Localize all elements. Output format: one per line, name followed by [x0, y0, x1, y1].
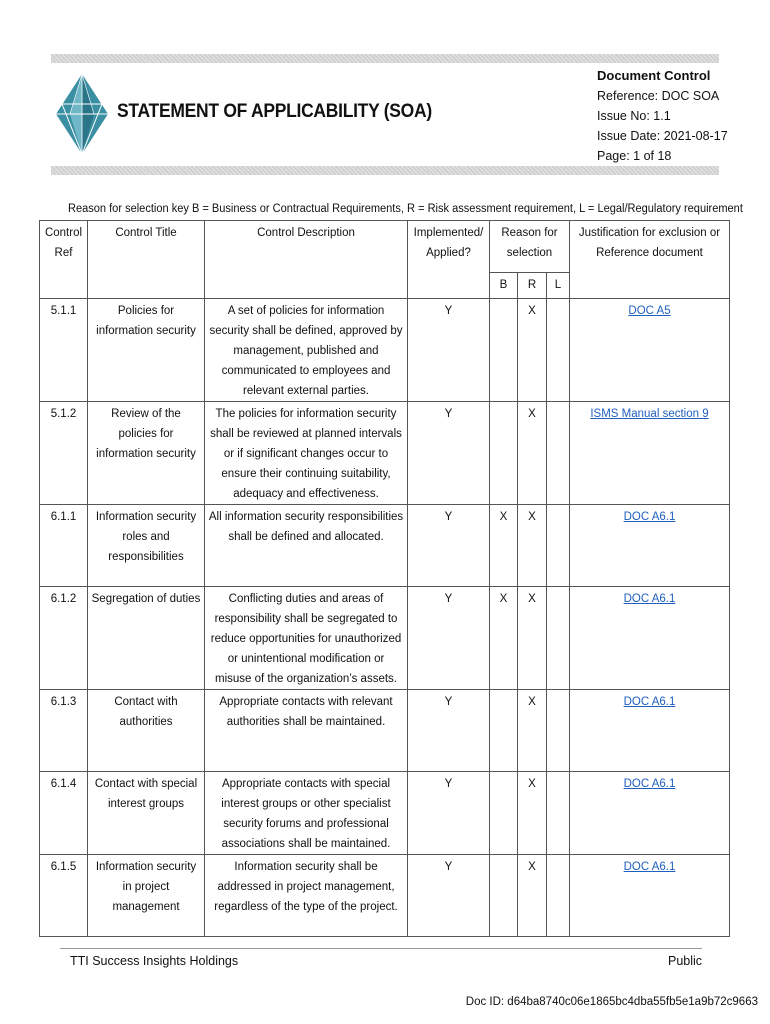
control-description-cell: Appropriate contacts with special interest groups or other specialist security forums and professional associations shall be maintained.: [205, 772, 408, 855]
justification-cell: [570, 505, 730, 587]
header-implemented: Implemented/ Applied?: [408, 221, 490, 299]
control-description-cell: Information security shall be addressed in project management, regardless of the type of the project.: [205, 855, 408, 937]
implemented-cell: Y: [408, 690, 490, 772]
control-title-cell: Contact with authorities: [88, 690, 205, 772]
reason-l-cell: [547, 690, 570, 772]
table-row: [40, 505, 730, 587]
control-description-cell: Appropriate contacts with relevant authorities shall be maintained.: [205, 690, 408, 772]
reference-document-link[interactable]: DOC A6.1: [623, 593, 676, 605]
diamond-logo-icon: [56, 74, 108, 154]
reference-document-link[interactable]: ISMS Manual section 9: [590, 408, 709, 420]
control-title-cell: Information security roles and responsibilities: [88, 505, 205, 587]
implemented-cell: Y: [408, 855, 490, 937]
page-number: Page: 1 of 18: [597, 149, 672, 163]
footer-divider: [60, 948, 702, 949]
footer-classification: Public: [668, 954, 703, 968]
header-reason: Reason for selection: [490, 221, 570, 273]
control-description-cell: A set of policies for information security shall be defined, approved by management, published and communicated to employees and relevant external parties.: [205, 299, 408, 402]
document-control-heading: Document Control: [597, 68, 711, 83]
control-ref-cell: 5.1.1: [40, 299, 88, 402]
control-title-cell: Information security in project management: [88, 855, 205, 937]
control-ref-cell: 6.1.3: [40, 690, 88, 772]
reference-document-link[interactable]: DOC A6.1: [623, 511, 676, 523]
reason-l-cell: [547, 587, 570, 690]
reference-document-link[interactable]: DOC A6.1: [623, 778, 676, 790]
reason-r-cell: X: [518, 587, 547, 690]
implemented-cell: Y: [408, 402, 490, 505]
soa-table: [39, 220, 730, 937]
header-b: B: [490, 273, 518, 299]
justification-cell: [570, 587, 730, 690]
implemented-cell: Y: [408, 505, 490, 587]
reason-b-cell: X: [490, 587, 518, 690]
doc-id: Doc ID: d64ba8740c06e1865bc4dba55fb5e1a9b72c9663: [465, 996, 758, 1008]
header-control-description: Control Description: [205, 221, 408, 299]
control-description-cell: The policies for information security shall be reviewed at planned intervals or if significant changes occur to ensure their continuing suitability, adequacy and effectiveness.: [205, 402, 408, 505]
control-title-cell: Review of the policies for information security: [88, 402, 205, 505]
reference-document-link[interactable]: DOC A6.1: [623, 696, 676, 708]
control-ref-cell: 6.1.4: [40, 772, 88, 855]
header-l: L: [547, 273, 570, 299]
reason-r-cell: X: [518, 772, 547, 855]
control-title-cell: Contact with special interest groups: [88, 772, 205, 855]
reason-r-cell: X: [518, 402, 547, 505]
table-row: [40, 772, 730, 855]
issue-number: Issue No: 1.1: [597, 109, 671, 123]
header-r: R: [518, 273, 547, 299]
justification-cell: [570, 855, 730, 937]
header-top-band: [51, 54, 719, 63]
reference-document-link[interactable]: DOC A6.1: [623, 861, 676, 873]
header-control-title: Control Title: [88, 221, 205, 299]
reason-l-cell: [547, 772, 570, 855]
table-row: [40, 402, 730, 505]
justification-cell: [570, 402, 730, 505]
reference: Reference: DOC SOA: [597, 89, 720, 103]
control-title-cell: Segregation of duties: [88, 587, 205, 690]
reason-b-cell: [490, 402, 518, 505]
table-row: [40, 690, 730, 772]
control-description-cell: All information security responsibilities shall be defined and allocated.: [205, 505, 408, 587]
table-row: [40, 587, 730, 690]
issue-date: Issue Date: 2021-08-17: [597, 129, 728, 143]
page-title: STATEMENT OF APPLICABILITY (SOA): [117, 101, 432, 122]
reason-l-cell: [547, 505, 570, 587]
reason-r-cell: X: [518, 855, 547, 937]
reason-r-cell: X: [518, 299, 547, 402]
reason-b-cell: [490, 299, 518, 402]
control-ref-cell: 6.1.5: [40, 855, 88, 937]
control-ref-cell: 6.1.1: [40, 505, 88, 587]
reason-r-cell: X: [518, 690, 547, 772]
reason-l-cell: [547, 299, 570, 402]
reason-b-cell: X: [490, 505, 518, 587]
reason-l-cell: [547, 855, 570, 937]
table-row: [40, 855, 730, 937]
reason-b-cell: [490, 772, 518, 855]
justification-cell: [570, 690, 730, 772]
implemented-cell: Y: [408, 772, 490, 855]
implemented-cell: Y: [408, 587, 490, 690]
table-row: [40, 299, 730, 402]
reason-b-cell: [490, 855, 518, 937]
justification-cell: [570, 772, 730, 855]
header-justification: Justification for exclusion or Reference document: [570, 221, 730, 299]
control-ref-cell: 6.1.2: [40, 587, 88, 690]
reason-b-cell: [490, 690, 518, 772]
document-control-block: [597, 66, 728, 166]
header-control-ref: Control Ref: [40, 221, 88, 299]
footer-company: TTI Success Insights Holdings: [70, 954, 239, 968]
reason-l-cell: [547, 402, 570, 505]
reason-r-cell: X: [518, 505, 547, 587]
control-title-cell: Policies for information security: [88, 299, 205, 402]
control-description-cell: Conflicting duties and areas of responsibility shall be segregated to reduce opportunities for unauthorized or unintentional modification or misuse of the organization’s assets.: [205, 587, 408, 690]
implemented-cell: Y: [408, 299, 490, 402]
header-bottom-band: [51, 166, 719, 175]
selection-key: Reason for selection key B = Business or Contractual Requirements, R = Risk assessment requirement, L = Legal/Regulatory requirement: [68, 203, 743, 215]
justification-cell: [570, 299, 730, 402]
control-ref-cell: 5.1.2: [40, 402, 88, 505]
reference-document-link[interactable]: DOC A5: [628, 305, 671, 317]
